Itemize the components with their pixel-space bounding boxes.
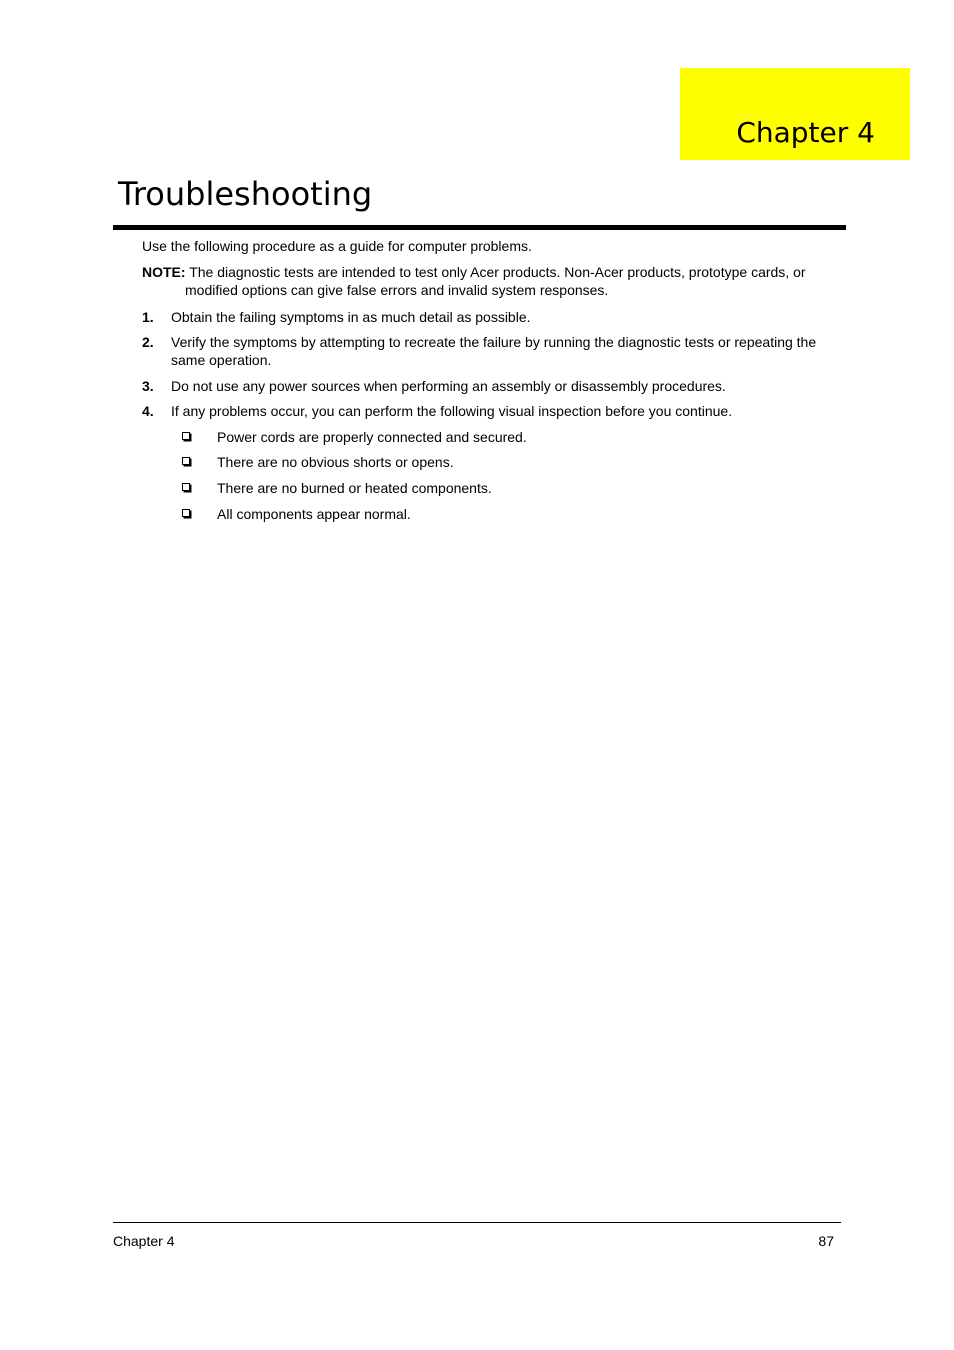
note-text-1: The diagnostic tests are intended to test only Acer products. Non-Acer products, prototype cards, or [189, 264, 806, 280]
intro-paragraph: Use the following procedure as a guide for computer problems. [142, 238, 532, 254]
step-text: If any problems occur, you can perform the following visual inspection before you continue. [171, 403, 733, 419]
checklist-item [182, 505, 411, 523]
checklist-item-text: There are no burned or heated components. [217, 480, 492, 496]
step-2 [142, 333, 842, 369]
step-3 [142, 377, 842, 395]
note-block [142, 263, 842, 299]
checklist-item [182, 453, 454, 471]
note-label: NOTE: [142, 264, 186, 280]
checkbox-bullet-icon [182, 483, 190, 491]
page-title: Troubleshooting [118, 175, 373, 213]
checklist-item-text: There are no obvious shorts or opens. [217, 454, 454, 470]
checkbox-bullet-icon [182, 457, 190, 465]
note-line-1 [142, 263, 842, 281]
checklist-item-text: All components appear normal. [217, 506, 411, 522]
step-text: Do not use any power sources when performing an assembly or disassembly procedures. [171, 378, 726, 394]
footer-chapter: Chapter 4 [113, 1233, 175, 1249]
footer-page-number: 87 [818, 1233, 834, 1249]
checkbox-bullet-icon [182, 432, 190, 440]
checklist-item [182, 479, 492, 497]
chapter-tab-label: Chapter 4 [736, 116, 875, 149]
checkbox-bullet-icon [182, 509, 190, 517]
step-number: 4. [142, 403, 154, 419]
checklist-item [182, 428, 527, 446]
checklist-item-text: Power cords are properly connected and secured. [217, 429, 527, 445]
step-4 [142, 402, 842, 420]
step-number: 1. [142, 309, 154, 325]
step-1 [142, 308, 842, 326]
note-text-2: modified options can give false errors and invalid system responses. [185, 282, 609, 298]
title-rule [113, 225, 846, 230]
step-number: 2. [142, 334, 154, 350]
step-text: Verify the symptoms by attempting to recreate the failure by running the diagnostic tests or repeating the same operation. [171, 334, 817, 368]
step-number: 3. [142, 378, 154, 394]
footer-rule [113, 1222, 841, 1223]
chapter-tab [680, 68, 910, 160]
step-text: Obtain the failing symptoms in as much detail as possible. [171, 309, 531, 325]
